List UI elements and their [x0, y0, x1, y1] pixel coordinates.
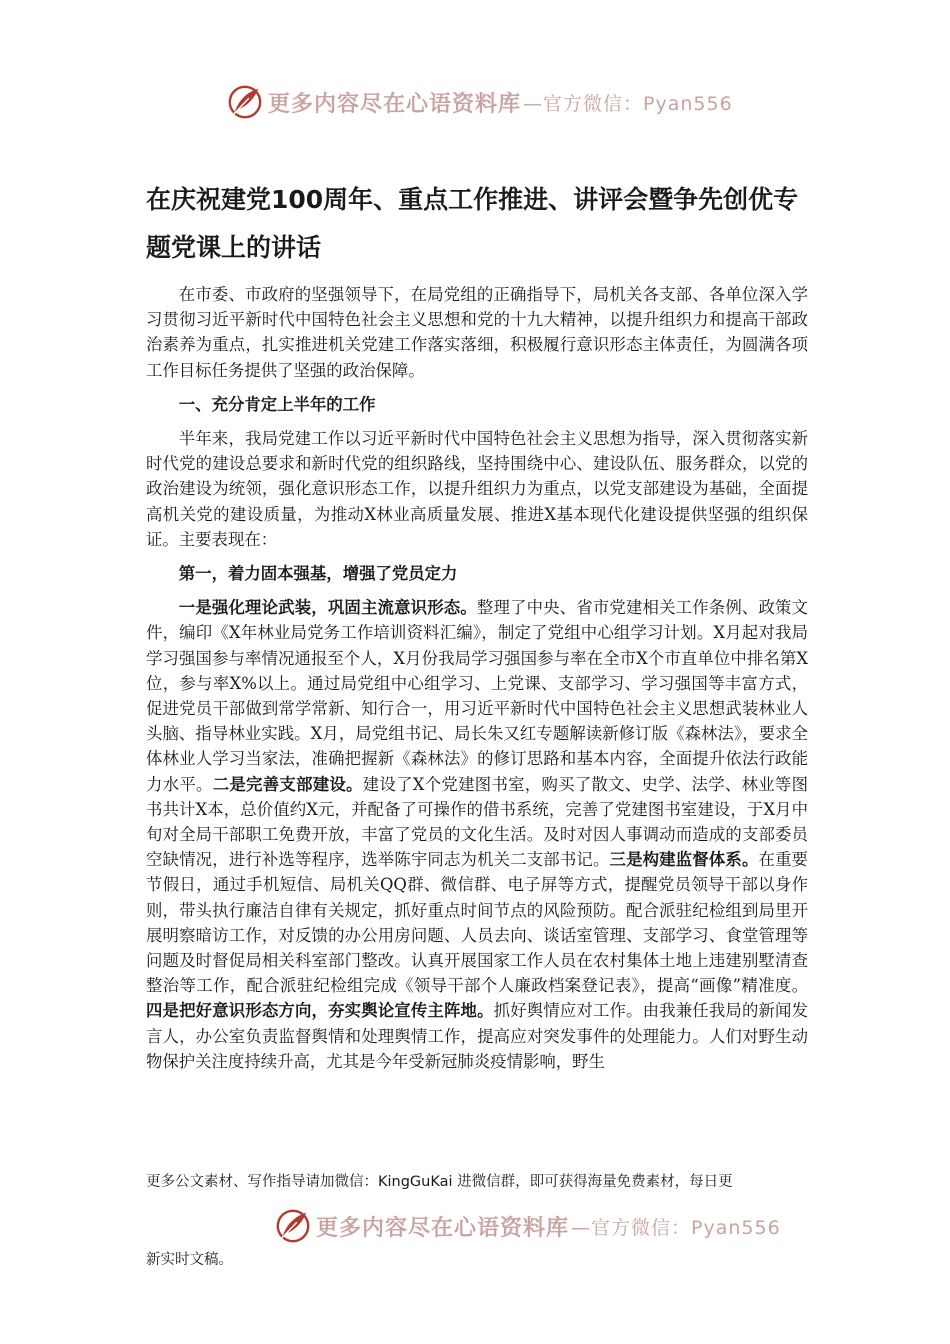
point-4-lead: 四是把好意识形态方向，夯实舆论宣传主阵地。	[146, 1001, 494, 1021]
leaf-logo-icon	[274, 1207, 312, 1245]
watermark-sub-text: —官方微信：Pyan556	[571, 1216, 781, 1239]
footer-note: 更多公文素材、写作指导请加微信：KingGuKai 进微信群，即可获得海量免费素材，每日更	[146, 1174, 733, 1190]
footer-note-continued: 新实时文稿。	[146, 1252, 233, 1268]
leaf-logo-icon	[226, 83, 264, 121]
point-3-lead: 三是构建监督体系。	[609, 850, 759, 870]
point-1-lead: 一是强化理论武装，巩固主流意识形态。	[178, 598, 477, 618]
point-3-text: 在重要节假日，通过手机短信、局机关QQ群、微信群、电子屏等方式，提醒党员领导干部以身作则，带头执行廉洁自律有关规定，抓好重点时间节点的风险预防。配合派驻纪检组到局里开展明察暗访工作，对反馈的办公用房问题、人员去向、谈话室管理、支部学习、食堂管理等问题及时督促局相关科室部门整改。认真开展国家工作人员在农村集体土地上违建别墅清查整治等工作，配合派驻纪检组完成《领导干部个人廉政档案登记表》，提高“画像”精准度。	[146, 850, 809, 996]
intro-paragraph: 在市委、市政府的坚强领导下，在局党组的正确指导下，局机关各支部、各单位深入学习贯彻习近平新时代中国特色社会主义思想和党的十九大精神，以提升组织力和提高干部政治素养为重点，扎实推进机关党建工作落实落细，积极履行意识形态主体责任，为圆满各项工作目标任务提供了坚强的政治保障。	[146, 285, 808, 380]
detail-paragraph	[146, 595, 808, 1074]
watermark-main-text: 更多内容尽在心语资料库	[268, 90, 522, 117]
document-title: 在庆祝建党100周年、重点工作推进、讲评会暨争先创优专题党课上的讲话	[146, 185, 799, 262]
summary-paragraph: 半年来，我局党建工作以习近平新时代中国特色社会主义思想为指导，深入贯彻落实新时代党的建设总要求和新时代党的组织路线，坚持围绕中心、建设队伍、服务群众，以党的政治建设为统领，强化意识形态工作，以提升组织力为重点，以党支部建设为基础，全面提高机关党的建设质量，为推动X林业高质量发展、推进X基本现代化建设提供坚强的组织保证。主要表现在：	[146, 429, 808, 549]
point-2-text: 建设了X个党建图书室，购买了散文、史学、法学、林业等图书共计X本，总价值约X元，并配备了可操作的借书系统，完善了党建图书室建设，于X月中旬对全局干部职工免费开放，丰富了党员的文化生活。及时对因人事调动而造成的支部委员空缺情况，进行补选等程序，选举陈宇同志为机关二支部书记。	[146, 774, 809, 870]
watermark-main-text: 更多内容尽在心语资料库	[316, 1214, 570, 1241]
point-1-text: 整理了中央、省市党建相关工作条例、政策文件，编印《X年林业局党务工作培训资料汇编》，制定了党组中心组学习计划。X月起对我局学习强国参与率情况通报至个人，X月份我局学习强国参与率在全市X个市直单位中排名第X位，参与率X%以上。通过局党组中心组学习、上党课、支部学习、学习强国等丰富方式，促进党员干部做到常学常新、知行合一，用习近平新时代中国特色社会主义思想武装林业人头脑、指导林业实践。X月，局党组书记、局长朱又红专题解读新修订版《森林法》，要求全体林业人学习当家法，准确把握新《森林法》的修订思路和基本内容，全面提升依法行政能力水平。	[146, 598, 808, 794]
point-4-text: 抓好舆情应对工作。由我兼任我局的新闻发言人，办公室负责监督舆情和处理舆情工作，提高应对突发事件的处理能力。人们对野生动物保护关注度持续升高，尤其是今年受新冠肺炎疫情影响，野生	[146, 1001, 809, 1071]
section-heading-1: 一、充分肯定上半年的工作	[178, 394, 376, 414]
footer-watermark-banner	[0, 1206, 950, 1246]
document-body	[146, 282, 808, 1074]
point-2-lead: 二是完善支部建设。	[212, 774, 363, 794]
header-watermark-banner	[0, 82, 950, 122]
section-heading-2: 第一，着力固本强基，增强了党员定力	[178, 564, 458, 584]
watermark-sub-text: —官方微信：Pyan556	[523, 92, 733, 115]
